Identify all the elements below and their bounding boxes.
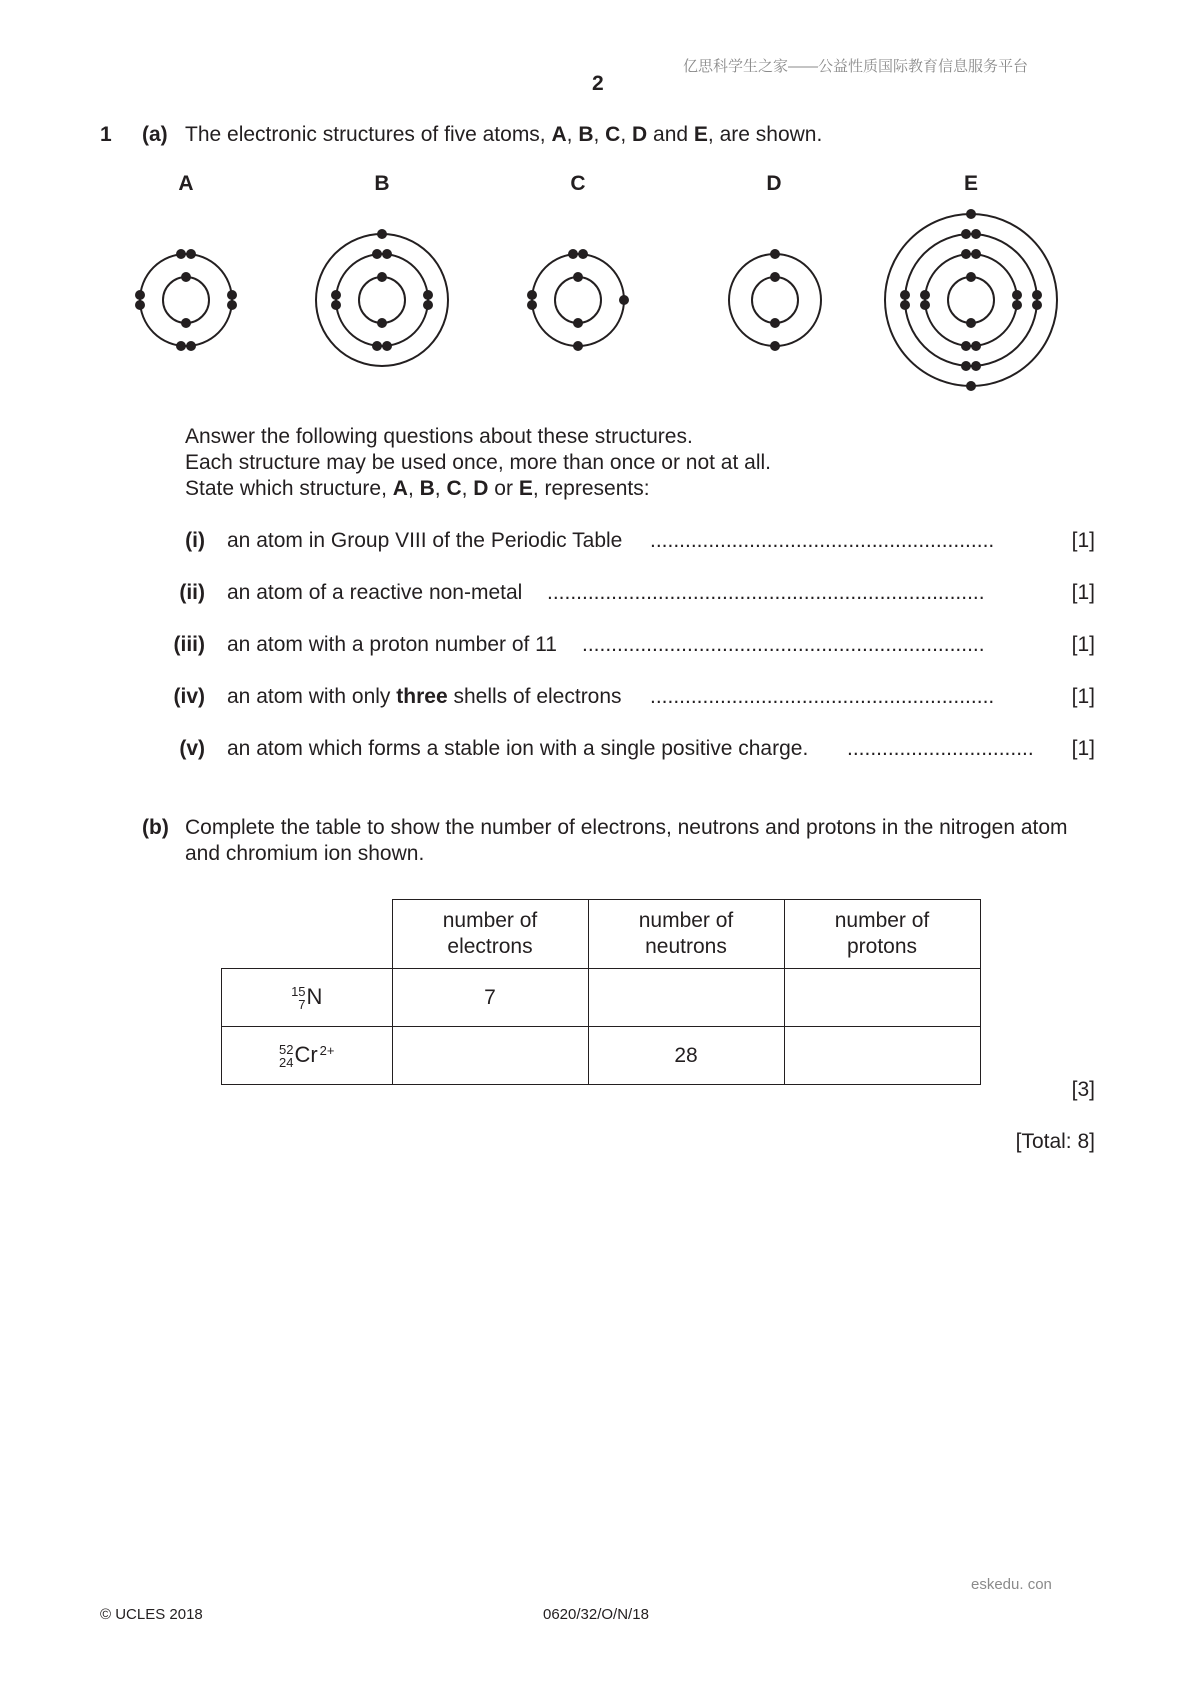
atom-e-shell-1: [948, 277, 994, 323]
intro-text-end: , are shown.: [707, 123, 823, 146]
part-b-mark: [3]: [1071, 1078, 1095, 1101]
question-number: 1: [100, 123, 112, 146]
table-corner-cell: [222, 900, 393, 969]
table-row: [222, 1027, 981, 1085]
state-letter-c: C: [446, 477, 462, 500]
header-protons-line-1: number of: [834, 909, 930, 932]
header-protons: [784, 900, 980, 969]
nitrogen-protons-cell[interactable]: [784, 969, 980, 1027]
atom-label-a: A: [178, 172, 194, 195]
chromium-protons-cell[interactable]: [784, 1027, 980, 1085]
header-protons-line-2: protons: [846, 935, 918, 958]
intro-letter-c: C: [605, 123, 621, 146]
subq-iii-mark: [1]: [1071, 633, 1095, 656]
subq-iv-mark: [1]: [1071, 685, 1095, 708]
subq-ii-text: an atom of a reactive non-metal: [227, 581, 523, 604]
subq-v-label: (v): [179, 737, 205, 760]
state-letter-a: A: [392, 477, 408, 500]
subq-ii-answer-line[interactable]: ...........................................................................: [547, 581, 985, 604]
atom-e-shell-4: [885, 214, 1057, 386]
header-neutrons: [588, 900, 784, 969]
chromium-atomic-number: 24: [278, 1055, 294, 1071]
atom-b-shell-2: [336, 254, 428, 346]
instruction-line-1: Answer the following questions about these structures.: [185, 425, 693, 448]
nitrogen-symbol-cell: [222, 969, 393, 1027]
atom-diagrams: [0, 0, 1191, 420]
subq-v-answer-line[interactable]: ................................: [847, 737, 1034, 760]
intro-text: The electronic structures of five atoms,: [185, 123, 552, 146]
nitrogen-symbol: N: [306, 983, 323, 1009]
atom-d-shell-2: [729, 254, 821, 346]
subq-iv-text-pre: an atom with only: [227, 685, 397, 708]
subq-v-text: an atom which forms a stable ion with a single positive charge.: [227, 737, 809, 760]
chromium-electrons-cell[interactable]: [392, 1027, 588, 1085]
subq-ii-label: (ii): [179, 581, 205, 604]
chromium-neutrons-cell[interactable]: 28: [588, 1027, 784, 1085]
intro-letter-a: A: [551, 123, 567, 146]
nitrogen-electrons-cell[interactable]: 7: [392, 969, 588, 1027]
part-b-text-line-1: Complete the table to show the number of electrons, neutrons and protons in the nitrogen atom: [185, 816, 1068, 839]
atom-c-shell-2: [532, 254, 624, 346]
subq-iii-text: an atom with a proton number of 11: [227, 633, 557, 656]
atom-a-shell-1: [163, 277, 209, 323]
subq-iv-text-post: shells of electrons: [447, 685, 622, 708]
subq-iii-answer-line[interactable]: .....................................................................: [582, 633, 985, 656]
instruction-line-2: Each structure may be used once, more than once or not at all.: [185, 451, 771, 474]
subq-iv-answer-line[interactable]: ...........................................................: [650, 685, 995, 708]
atom-label-b: B: [374, 172, 390, 195]
subq-v-mark: [1]: [1071, 737, 1095, 760]
copyright-text: © UCLES 2018: [100, 1606, 203, 1623]
watermark-text: 亿思科学生之家——公益性质国际教育信息服务平台: [683, 58, 1029, 75]
state-letter-b: B: [419, 477, 435, 500]
chromium-mass-number: 52: [278, 1042, 294, 1058]
state-letter-e: E: [518, 477, 533, 500]
atom-label-d: D: [766, 172, 782, 195]
atom-a-shell-2: [140, 254, 232, 346]
intro-letter-e: E: [693, 123, 708, 146]
part-a-intro: The electronic structures of five atoms, A, B, C, D and E, are shown.: [185, 123, 823, 146]
state-text-end: , represents:: [532, 477, 650, 500]
subq-iv-label: (iv): [173, 685, 205, 708]
subq-i-mark: [1]: [1071, 529, 1095, 552]
part-b-text-line-2: and chromium ion shown.: [185, 842, 425, 865]
subq-ii-mark: [1]: [1071, 581, 1095, 604]
atom-d-shell-1: [752, 277, 798, 323]
header-electrons: [392, 900, 588, 969]
atom-label-c: C: [570, 172, 586, 195]
state-text: State which structure,: [185, 477, 393, 500]
intro-letter-b: B: [578, 123, 594, 146]
paper-code: 0620/32/O/N/18: [543, 1606, 649, 1623]
particles-table: [221, 899, 981, 1085]
header-neutrons-line-2: neutrons: [645, 935, 727, 958]
subq-iv-text-bold: three: [396, 685, 448, 708]
page-number: 2: [592, 72, 604, 95]
nitrogen-isotope: [291, 984, 322, 1011]
table-row: [222, 969, 981, 1027]
site-watermark: eskedu. con: [971, 1576, 1052, 1593]
header-electrons-line-1: number of: [442, 909, 538, 932]
instruction-line-3: State which structure, A, B, C, D or E, represents:: [185, 477, 650, 500]
part-b-label: (b): [142, 816, 169, 839]
table-header-row: [222, 900, 981, 969]
chromium-symbol: Cr: [294, 1041, 318, 1067]
total-mark: [Total: 8]: [1015, 1130, 1095, 1153]
subq-iii-label: (iii): [173, 633, 205, 656]
subq-i-label: (i): [185, 529, 205, 552]
part-a-label: (a): [142, 123, 168, 146]
atom-label-e: E: [963, 172, 978, 195]
atom-c-shell-1: [555, 277, 601, 323]
header-electrons-line-2: electrons: [447, 935, 533, 958]
intro-letter-d: D: [632, 123, 648, 146]
state-letter-d: D: [473, 477, 489, 500]
chromium-ion: [279, 1042, 335, 1069]
subq-iv-text: [227, 685, 622, 709]
atom-e-shell-2: [925, 254, 1017, 346]
chromium-charge: 2+: [319, 1042, 335, 1058]
header-neutrons-line-1: number of: [638, 909, 734, 932]
subq-i-answer-line[interactable]: ...........................................................: [650, 529, 995, 552]
nitrogen-atomic-number: 7: [298, 997, 306, 1013]
nitrogen-neutrons-cell[interactable]: [588, 969, 784, 1027]
nitrogen-mass-number: 15: [291, 984, 306, 1000]
subq-i-text: an atom in Group VIII of the Periodic Table: [227, 529, 623, 552]
chromium-symbol-cell: [222, 1027, 393, 1085]
atom-b-shell-1: [359, 277, 405, 323]
